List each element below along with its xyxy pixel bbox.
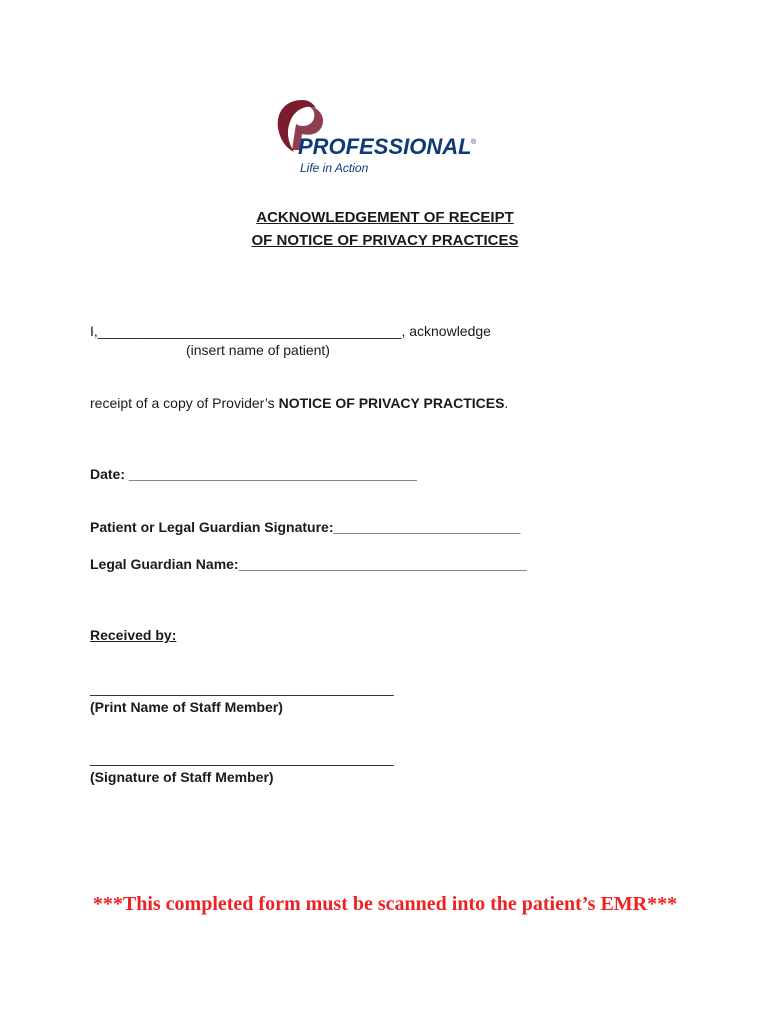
staff-print-name-field[interactable]: _______________________________________ [90,680,394,696]
acknowledge-text: , acknowledge [401,323,491,339]
signature-field[interactable]: ________________________ [333,519,521,535]
guardian-label: Legal Guardian Name: [90,556,239,572]
form-title-line-1: ACKNOWLEDGEMENT OF RECEIPT [256,209,514,226]
date-field[interactable]: _____________________________________ [128,466,417,482]
staff-signature-field[interactable]: _______________________________________ [90,750,394,766]
professional-logo [272,94,482,178]
scan-instruction-note: ***This completed form must be scanned into the patient’s EMR*** [92,893,678,915]
form-title-line-2: OF NOTICE OF PRIVACY PRACTICES [251,232,519,249]
brand-wordmark: PROFESSIONAL [298,134,472,159]
logo-mark [272,94,482,178]
patient-name-prefix: I, [90,323,98,339]
receipt-suffix: . [504,395,509,411]
signature-label: Patient or Legal Guardian Signature: [90,519,334,535]
patient-name-field[interactable]: _______________________________________ [97,323,402,339]
patient-name-line [90,322,491,340]
receipt-prefix: receipt of a copy of Provider’s [90,395,279,411]
receipt-emphasis: NOTICE OF PRIVACY PRACTICES [278,395,505,411]
patient-name-hint: (insert name of patient) [186,342,330,358]
date-label: Date: [90,466,129,482]
received-by-label: Received by: [90,627,177,643]
brand-tagline: Life in Action [300,161,369,175]
staff-print-name-label: (Print Name of Staff Member) [90,699,283,715]
date-line [90,465,417,483]
guardian-field[interactable]: _____________________________________ [238,556,527,572]
staff-signature-label: (Signature of Staff Member) [90,769,274,785]
signature-line [90,518,520,536]
receipt-statement [90,394,508,412]
registered-mark: ® [471,139,477,146]
guardian-line [90,555,527,573]
